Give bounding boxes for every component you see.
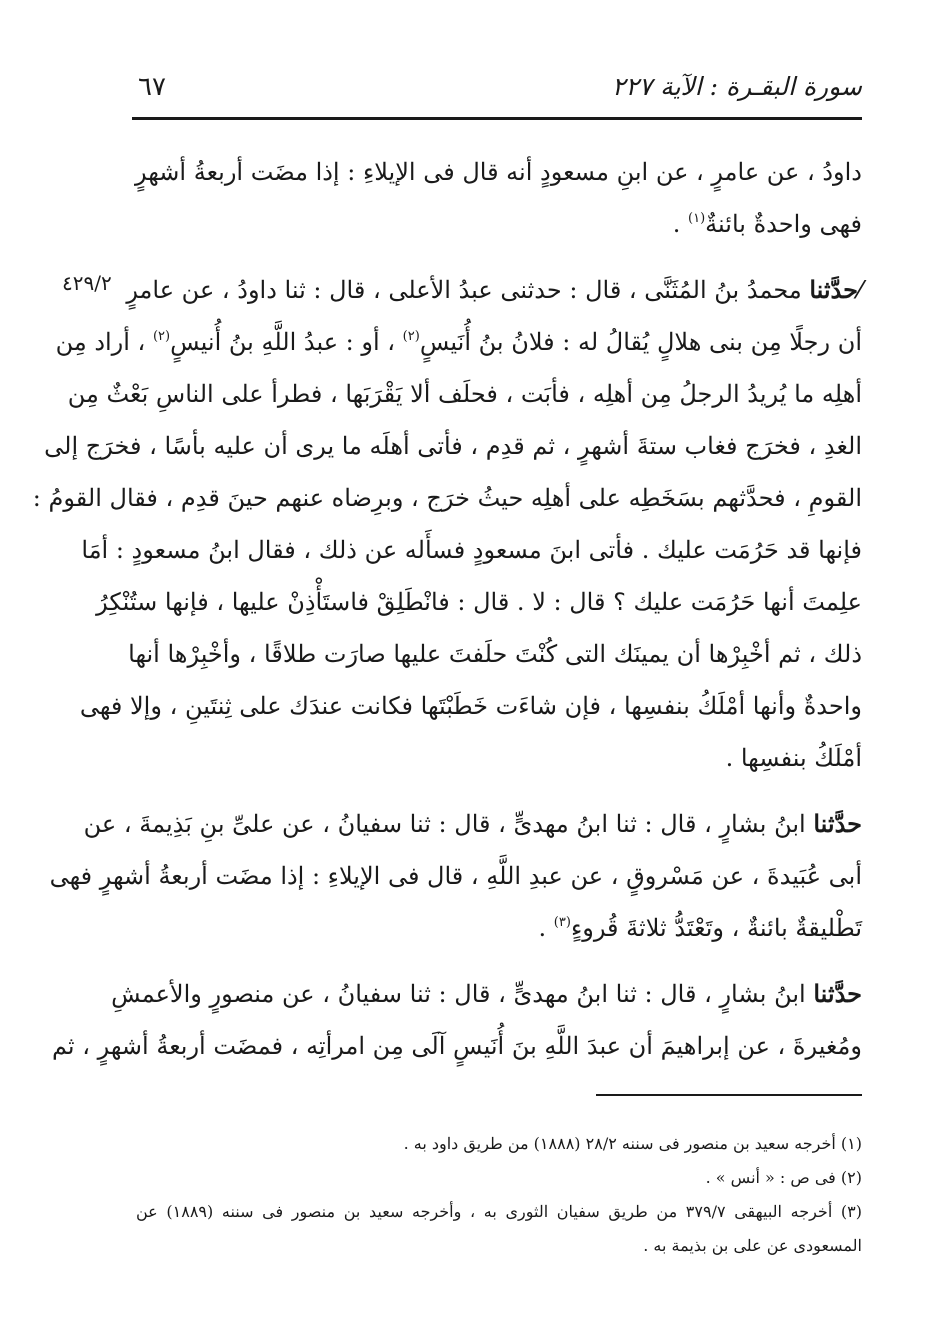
text-line: واحدةٌ وأنها أمْلَكُ بنفسِها ، فإن شاءَت خَطَبْتَها فكانت عندَك على ثِنتَينِ ، وإلا فهى (79, 692, 862, 720)
footnote-marker[interactable]: (٢) (152, 329, 171, 344)
text-line: أبى عُبَيدةَ ، عن مَسْروقٍ ، عن عبدِ اللَّهِ ، قال فى الإيلاءِ : إذا مضَت أربعةُ أشهرٍ فهى (49, 862, 862, 890)
margin-reference: ٤٢٩/٢ (62, 271, 112, 295)
running-header (130, 70, 862, 110)
text-line: الغدِ ، فخرَج فغاب ستةَ أشهرٍ ، ثم قدِم ، فأتى أهلَه ما يرى أن عليه بأسًا ، فخرَج إلى (44, 432, 862, 460)
page-number: ٦٧ (138, 72, 166, 102)
footnote-marker[interactable]: (١) (688, 211, 706, 226)
text-line: ذلك ، ثم أخْبِرْها أن يمينَك التى كُنْتَ حلَفتَ عليها صارَت طلاقًا ، وأخْبِرْها أنها (128, 640, 862, 668)
hadith-opener: حدَّثنا (813, 979, 862, 1008)
footnote-marker[interactable]: (٢) (402, 329, 420, 344)
text-line: حدَّثنا ابنُ بشارٍ ، قال : ثنا ابنُ مهدىٍّ ، قال : ثنا سفيانُ ، عن منصورٍ والأعمشِ (111, 979, 862, 1008)
text-line: ⁄حدَّثنا محمدُ بنُ المُثَنَّى ، قال : حدثنى عبدُ الأعلى ، قال : ثنا داودُ ، عن عامرٍ (126, 275, 862, 304)
hadith-opener: حدَّثنا (813, 809, 862, 838)
text-line: القومِ ، فحدَّثهم بسَخَطِه على أهلِه حيثُ خرَج ، وبرِضاه عنهم حينَ قدِم ، فقال القومُ : (32, 484, 862, 512)
hadith-opener: ⁄حدَّثنا (809, 275, 862, 304)
text-line: حدَّثنا ابنُ بشارٍ ، قال : ثنا ابنُ مهدىٍّ ، قال : ثنا سفيانُ ، عن علىِّ بنِ بَذِيمةَ ، عن (83, 809, 862, 838)
text-line: ومُغيرةَ ، عن إبراهيمَ أن عبدَ اللَّهِ بنَ أُنَيسٍ آلَى مِن امرأتِه ، فمضَت أربعةُ أشهرٍ ، ثم (51, 1032, 862, 1060)
text-line: أن رجلًا مِن بنى هلالٍ يُقالُ له : فلانُ بنُ أُنَيسٍ$^{(٢)}$ ، أو : عبدُ اللَّهِ بنُ أُنيسٍ$^{(٢)}$ ، أراد مِن (55, 328, 862, 356)
text-line: فهى واحدةٌ بائنةٌ$^{(١)}$ . (672, 210, 862, 238)
surah-title: سورة البقـرة : الآية ٢٢٧ (611, 72, 862, 101)
footnote-divider (596, 1094, 862, 1096)
text-line: أهلِه ما يُريدُ الرجلُ مِن أهلِه ، فأبَت ، فحلَف ألا يَقْرَبَها ، فطرأ على الناسِ بَعْثٌ مِن (67, 380, 862, 408)
footnote: المسعودى عن على بن بذيمة به . (643, 1236, 862, 1255)
text-line: فإنها قد حَرُمَت عليك . فأتى ابنَ مسعودٍ فسأَله عن ذلك ، فقال ابنُ مسعودٍ : أمَا (81, 536, 862, 564)
text-line: أمْلَكُ بنفسِها . (725, 744, 862, 772)
footnote: (٣) أخرجه البيهقى ٣٧٩/٧ من طريق سفيان الثورى به ، وأخرجه سعيد بن منصور فى سننه (١٨٨٩) عن (136, 1202, 862, 1221)
footnote: (٢) فى ص : « أنس » . (705, 1168, 862, 1187)
footnote-marker[interactable]: (٣) (553, 915, 571, 930)
footnote: (١) أخرجه سعيد بن منصور فى سننه ٢٨/٢ (١٨٨٨) من طريق داود به . (403, 1134, 862, 1153)
text-line: علِمتَ أنها حَرُمَت عليك ؟ قال : لا . قال : فانْطَلِقْ فاستَأْذِنْ عليها ، فإنها ستُنْكِرُ (96, 588, 862, 616)
header-divider (132, 117, 862, 120)
text-line: تَطْليقةٌ بائنةٌ ، وتَعْتَدُّ ثلاثةَ قُروءٍ$^{(٣)}$ . (538, 914, 862, 942)
text-line: داودُ ، عن عامرٍ ، عن ابنِ مسعودٍ أنه قال فى الإيلاءِ : إذا مضَت أربعةُ أشهرٍ (134, 158, 862, 186)
footnotes (136, 1127, 862, 1263)
